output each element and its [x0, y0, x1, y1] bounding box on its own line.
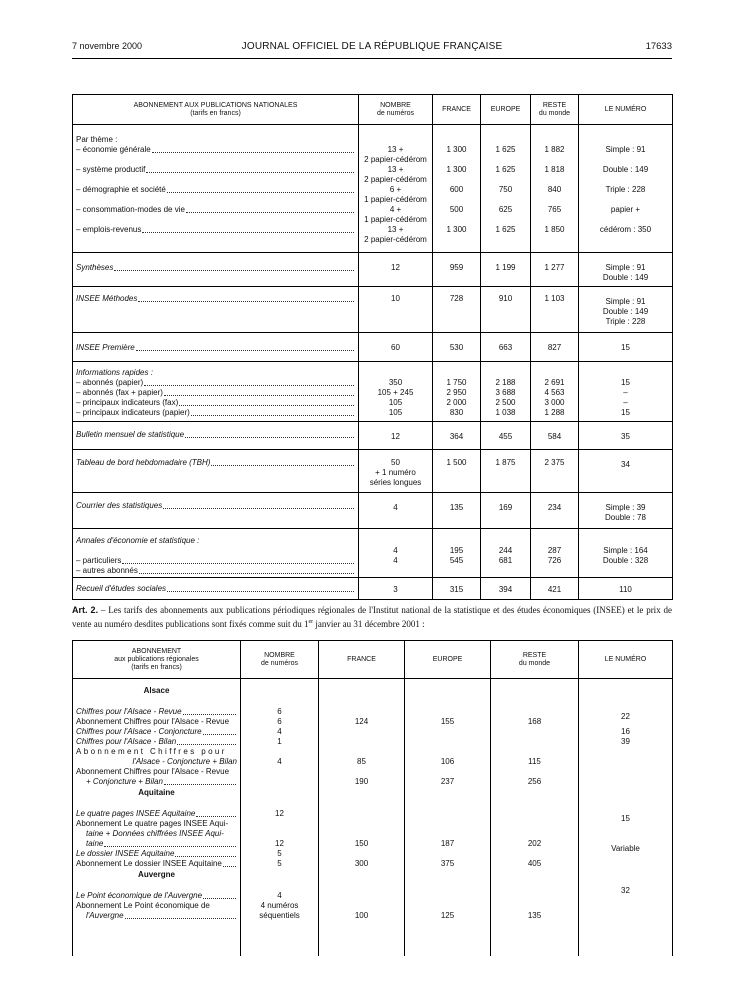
t2-h-abonnement: ABONNEMENT aux publications régionales (tarifs en francs) — [73, 641, 241, 679]
row-label: Abonnement Chiffres pour l'Alsace - Revue — [76, 767, 230, 776]
regional-publications-table — [72, 640, 673, 956]
row-label: l'Alsace - Conjoncture + Bilan — [132, 757, 237, 766]
row-label: – autres abonnés — [76, 566, 355, 576]
row-label: – consommation-modes de vie — [76, 205, 355, 215]
france-column: 124 85 190 150 300 100 — [319, 679, 405, 957]
table1-header-row — [73, 95, 673, 125]
row-label: – abonnés (fax + papier) — [76, 388, 355, 398]
row-label: taine + Données chiffrées INSEE Aqui- — [86, 829, 224, 838]
reste-cell: 1 882 1 818 840 765 1 850 — [531, 125, 579, 252]
table2-header-row — [73, 641, 673, 679]
row-label: Abonnement Le Point économique de — [76, 901, 210, 910]
table-row: Courrier des statistiques 4 135 169 234 Simple : 39 Double : 78 — [73, 492, 673, 528]
row-label: – principaux indicateurs (fax) — [76, 398, 355, 408]
t2-h-europe: EUROPE — [405, 641, 491, 679]
reste-column: 168 115 256 202 405 135 — [491, 679, 579, 957]
table-row: Par thème : – économie générale – système productif – démographie et société – consommation-modes de vie – emplois-revenus 13 + 2 papier-cédérom 13 + 2 papier-cédérom 6 + 1 papier-cédérom 4 + 1 papier-cédérom 13 + 2 papier-cédérom 1 300 1 300 600 500 1 300 1 625 1 625 750 625 1 625 1 882 1 818 840 765 1 850 Simple : 91 Double : 149 Triple : 228 papier + cédérom : 350 — [73, 125, 673, 252]
row-label: Chiffres pour l'Alsace - Conjoncture — [76, 727, 237, 737]
row-label: Abonnement Chiffres pour — [76, 747, 227, 756]
region-labels — [73, 679, 241, 957]
row-label: – particuliers — [76, 556, 355, 566]
page-number: 17633 — [645, 41, 672, 52]
row-label: Abonnement Chiffres pour l'Alsace - Revue — [76, 717, 230, 726]
row-label: Recueil d'études sociales — [76, 584, 355, 594]
journal-title: JOURNAL OFFICIEL DE LA RÉPUBLIQUE FRANÇAISE — [241, 41, 503, 52]
table-row: Synthèses 12 959 1 199 1 277 Simple : 91 Double : 149 — [73, 252, 673, 286]
numero-cell: Simple : 91 Double : 149 Triple : 228 papier + cédérom : 350 — [579, 125, 673, 252]
row-label: – emplois-revenus — [76, 225, 355, 235]
nombre-cell: 13 + 2 papier-cédérom 13 + 2 papier-cédérom 6 + 1 papier-cédérom 4 + 1 papier-cédérom 13 + 2 papier-cédérom — [359, 125, 433, 252]
row-label: – abonnés (papier) — [76, 378, 355, 388]
table-row — [73, 679, 673, 957]
region-title-alsace: Alsace — [143, 686, 170, 695]
nombre-column: 6 6 4 1 4 12 12 5 5 4 4 numéros séquentiels — [241, 679, 319, 957]
row-label: l'Auvergne — [76, 911, 237, 921]
row-label: Synthèses — [76, 263, 355, 273]
row-label: Le Point économique de l'Auvergne — [76, 891, 237, 901]
table-row: Recueil d'études sociales 3 315 394 421 110 — [73, 577, 673, 599]
row-label: Abonnement Le dossier INSEE Aquitaine — [76, 859, 237, 869]
t1-h-abonnement: ABONNEMENT AUX PUBLICATIONS NATIONALES (tarifs en francs) — [73, 95, 359, 125]
row-label: – principaux indicateurs (papier) — [76, 408, 355, 418]
row-label: INSEE Première — [76, 343, 355, 353]
row-label: – système productif — [76, 165, 355, 175]
row-label: Chiffres pour l'Alsace - Revue — [76, 707, 237, 717]
france-cell: 1 300 1 300 600 500 1 300 — [433, 125, 481, 252]
row-label: Le dossier INSEE Aquitaine — [76, 849, 237, 859]
national-publications-table — [72, 94, 673, 600]
t1-h-france: FRANCE — [433, 95, 481, 125]
t2-h-numero: LE NUMÉRO — [579, 641, 673, 679]
t1-h-nombre: NOMBRE de numéros — [359, 95, 433, 125]
page-date: 7 novembre 2000 — [72, 41, 143, 51]
row-label: Abonnement Le quatre pages INSEE Aqui- — [76, 819, 229, 828]
row-label: – économie générale — [76, 145, 355, 155]
table-row: Bulletin mensuel de statistique 12 364 455 584 35 — [73, 422, 673, 450]
europe-cell: 1 625 1 625 750 625 1 625 — [481, 125, 531, 252]
table-row: INSEE Méthodes 10 728 910 1 103 Simple : 91 Double : 149 Triple : 228 — [73, 286, 673, 332]
table-row: Informations rapides : – abonnés (papier) – abonnés (fax + papier) – principaux indicateurs (fax) – principaux indicateurs (papier) 350 105 + 245 105 105 1 750 2 950 2 000 830 2 188 3 688 2 500 1 038 2 691 4 563 3 000 1 288 15 – – 15 — [73, 361, 673, 422]
row-label: Le quatre pages INSEE Aquitaine — [76, 809, 237, 819]
row-label: Chiffres pour l'Alsace - Bilan — [76, 737, 237, 747]
numero-column: 22 16 39 15 Variable 32 — [579, 679, 673, 957]
table-row: Annales d'économie et statistique : – particuliers – autres abonnés 4 4 195 545 244 681 287 726 Simple : 164 Double : 328 — [73, 529, 673, 577]
region-title-aquitaine: Aquitaine — [138, 788, 175, 797]
article-2-text: Art. 2. – Les tarifs des abonnements aux publications périodiques régionales de l'Institut national de la statistique et des études économiques (INSEE) et le prix de vente au numéro desdites publications sont fixés comme suit du 1er janvier au 31 décembre 2001 : — [72, 605, 672, 629]
page-header — [72, 41, 672, 55]
table-row: INSEE Première 60 530 663 827 15 — [73, 333, 673, 361]
row-label: taine — [76, 839, 237, 849]
t2-h-france: FRANCE — [319, 641, 405, 679]
row-label: INSEE Méthodes — [76, 294, 355, 304]
t1-h-europe: EUROPE — [481, 95, 531, 125]
table-row: Tableau de bord hebdomadaire (TBH) 50 + 1 numéro séries longues 1 500 1 875 2 375 34 — [73, 450, 673, 492]
europe-column: 155 106 237 187 375 125 — [405, 679, 491, 957]
header-rule — [72, 58, 672, 59]
t1-h-numero: LE NUMÉRO — [579, 95, 673, 125]
t2-h-reste: RESTE du monde — [491, 641, 579, 679]
row-label: + Conjoncture + Bilan — [76, 777, 237, 787]
row-label: – démographie et société — [76, 185, 355, 195]
t2-h-nombre: NOMBRE de numéros — [241, 641, 319, 679]
row-label: Courrier des statistiques — [76, 501, 355, 511]
row-label: Bulletin mensuel de statistique — [76, 430, 355, 440]
region-title-auvergne: Auvergne — [138, 870, 175, 879]
t1-h-reste: RESTE du monde — [531, 95, 579, 125]
row-label: Tableau de bord hebdomadaire (TBH) — [76, 458, 355, 468]
